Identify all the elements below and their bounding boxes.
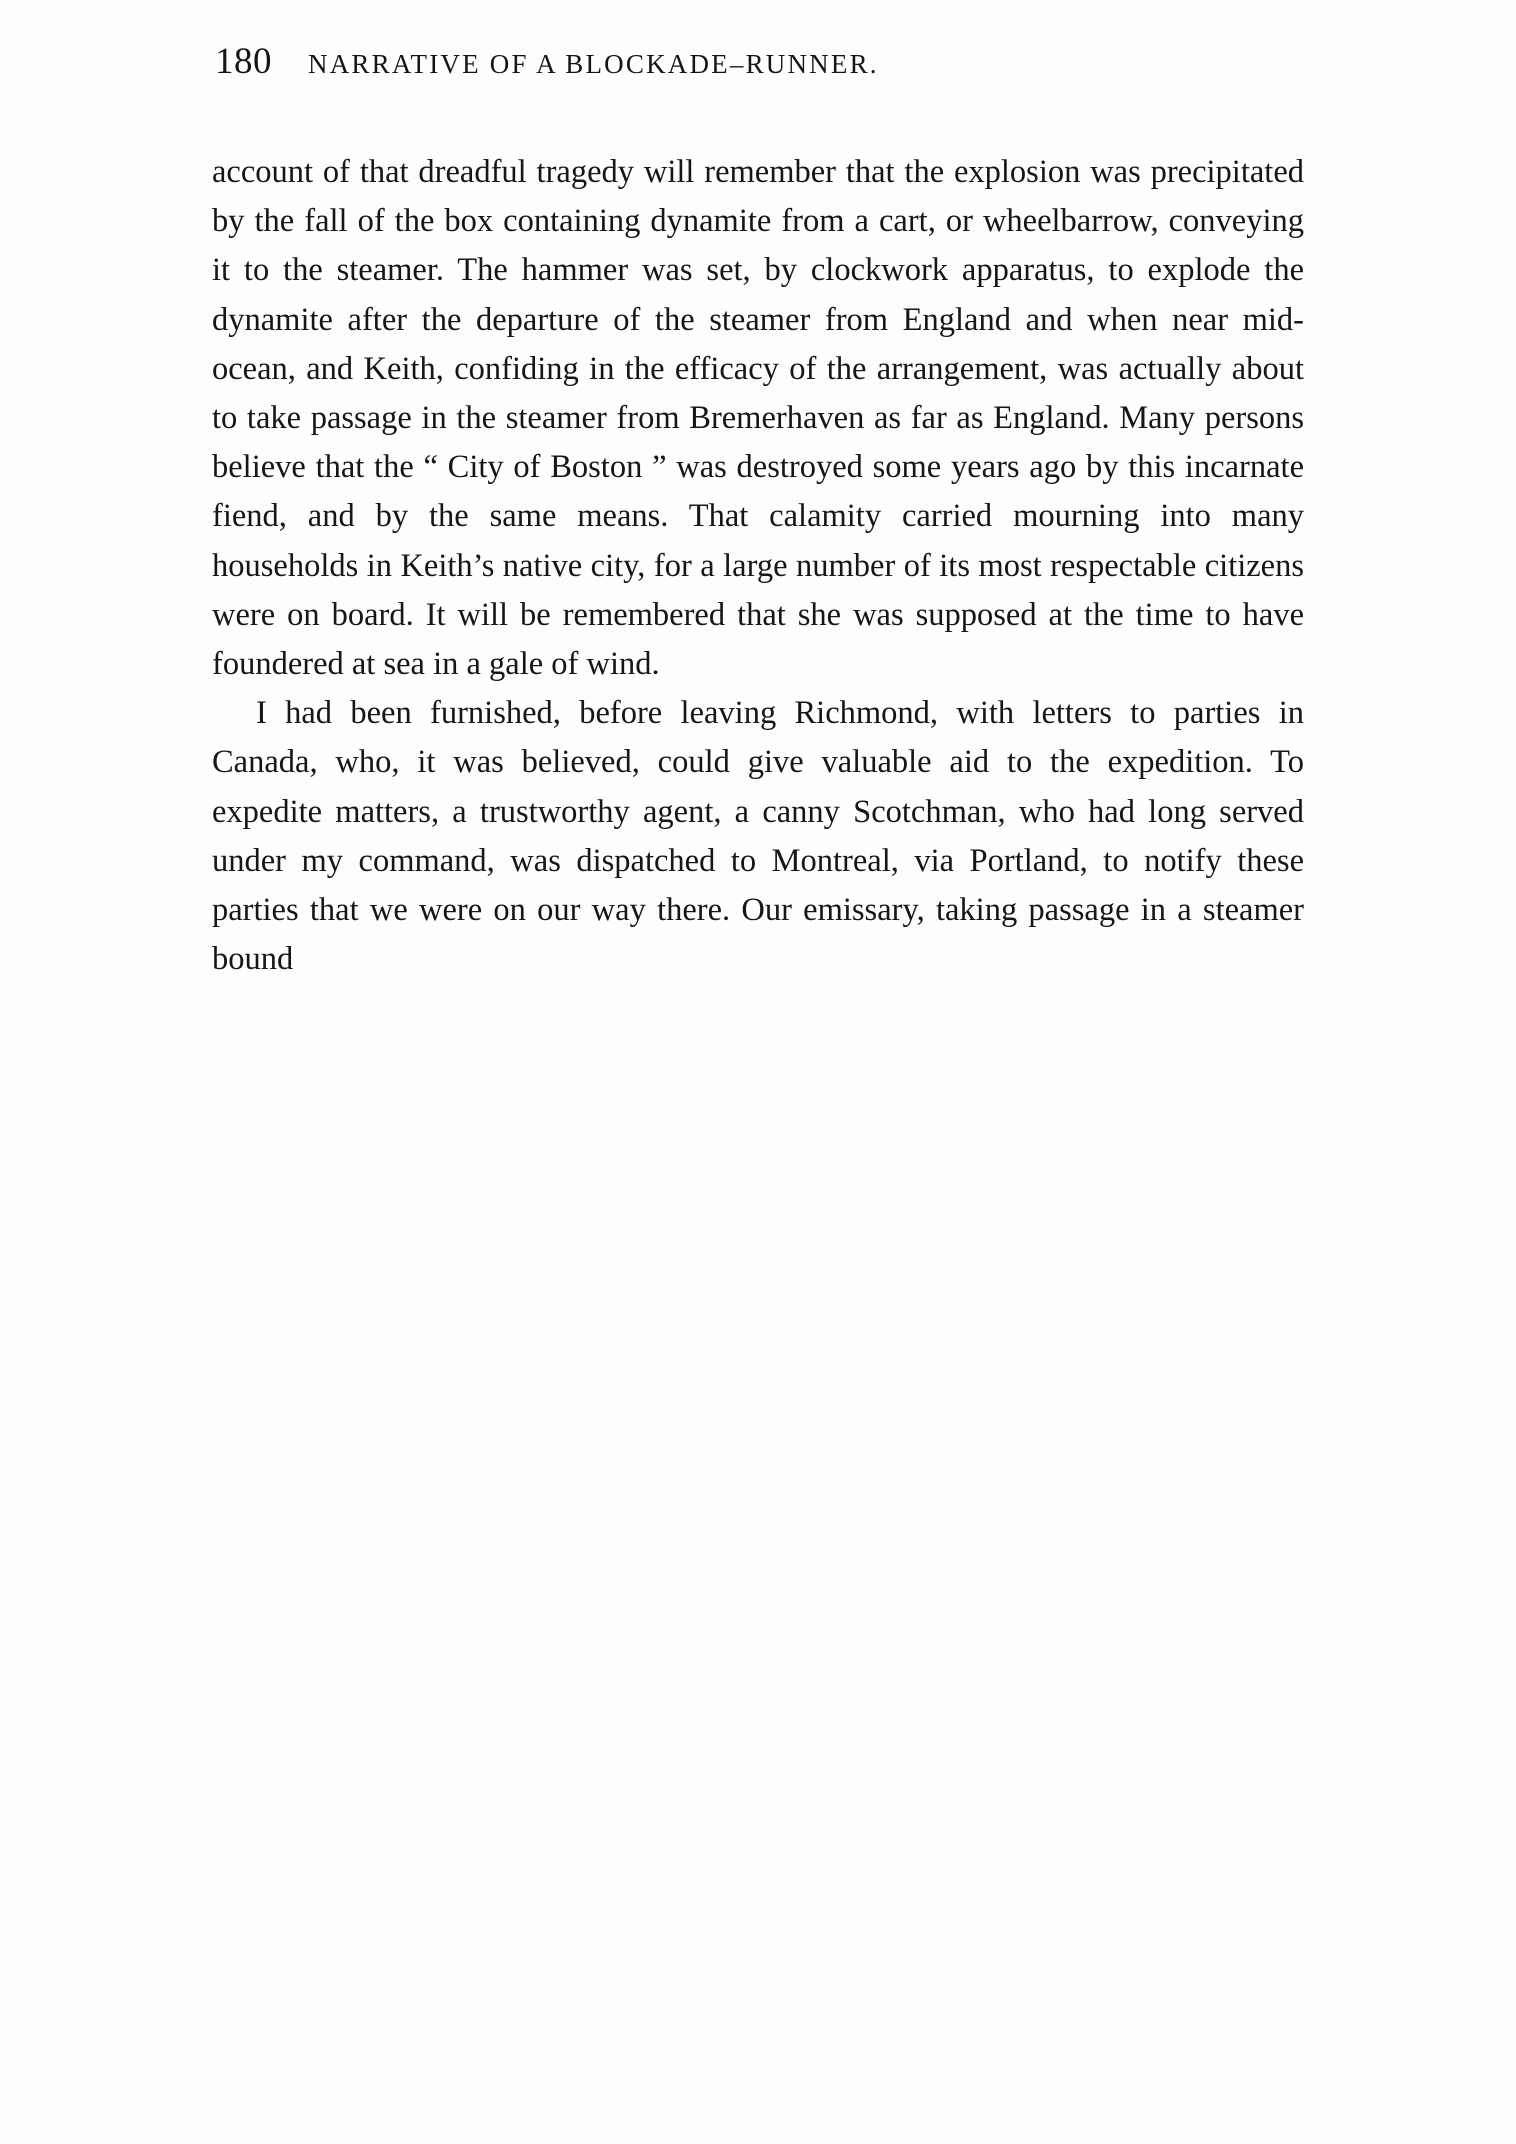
paragraph-2: I had been furnished, before leaving Richmond, with letters to parties in Canada, who, it was believed, could give valuable aid to the expedition. To expedite matters, a trustworthy agent, a canny Scotchman, who had long served under my command, was dispatched to Montreal, via Portland, to notify these parties that we were on our way there. Our emissary, taking passage in a steamer bound (212, 695, 1304, 978)
paragraph-1: account of that dreadful tragedy will remember that the explosion was precipitated by the fall of the box containing dynamite from a cart, or wheelbarrow, conveying it to the steamer. The hammer was set, by clockwork apparatus, to explode the dynamite after the departure of the steamer from England and when near mid-ocean, and Keith, confiding in the efficacy of the arrangement, was actually about to take passage in the steamer from Bremerhaven as far as England. Many persons believe that the “ City of Boston ” was destroyed some years ago by this incarnate fiend, and by the same means. That calamity carried mourning into many households in Keith’s native city, for a large number of its most respectable citizens were on board. It will be remembered that she was supposed at the time to have foundered at sea in a gale of wind. (212, 154, 1304, 683)
page-number: 180 (215, 41, 272, 82)
page-body (212, 148, 1304, 984)
page-header (215, 40, 1305, 83)
running-head: NARRATIVE OF A BLOCKADE–RUNNER. (308, 49, 879, 79)
